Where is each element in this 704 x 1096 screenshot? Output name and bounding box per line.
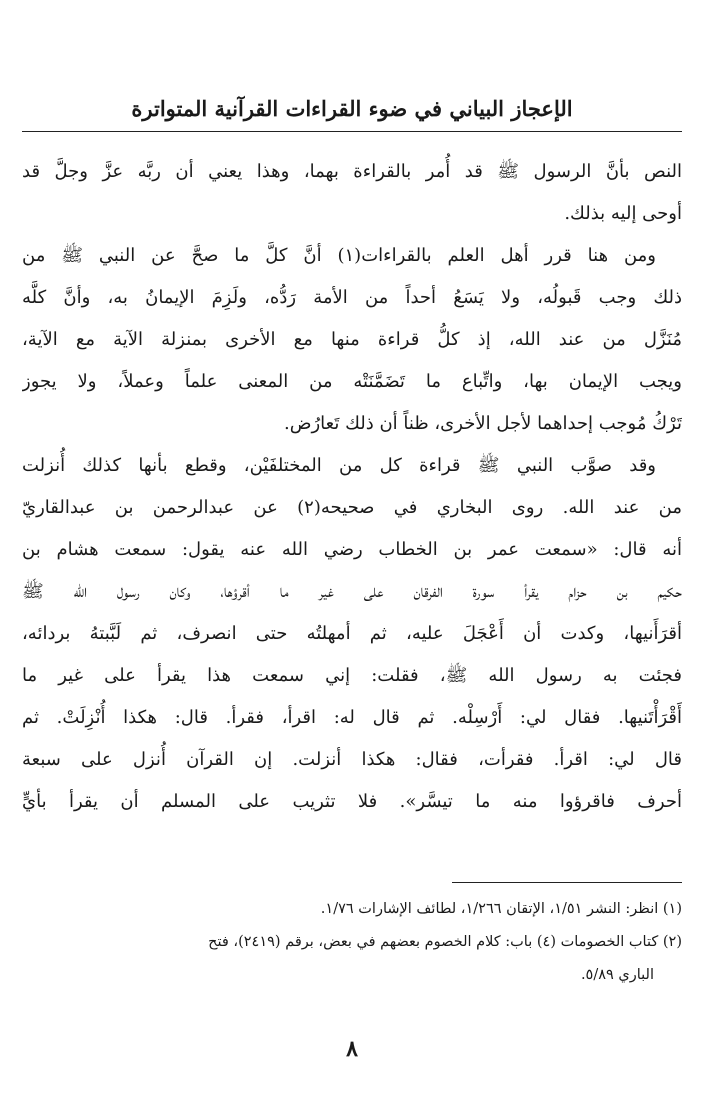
text-line: تَرْكُ مُوجب إحداهما لأجل الأخرى، ظناً أن ذلك تَعارُض. <box>284 413 682 434</box>
text-line: أقرَأَنيها، وكدت أن أَعْجَلَ عليه، ثم أمهلتُه حتى انصرف، ثم لَبَّبتهُ بردائه، <box>22 623 682 644</box>
footnote-continuation: الباري ٥/٨٩. <box>580 967 654 983</box>
text-line: ذلك وجب قَبولُه، ولا يَسَعُ أحداً من الأمة رَدُّه، ولَزِمَ الإيمانُ به، وأنَّ كلَّه <box>22 287 682 308</box>
text-line: وقد صوَّب النبي ﷺ قراءة كل من المختلفَيْن، وقطع بأنها كذلك أُنزلت <box>22 455 656 476</box>
footnote: (١) انظر: النشر ١/٥١، الإتقان ١/٢٦٦، لطائف الإشارات ١/٧٦. <box>320 901 682 917</box>
header-divider <box>22 131 682 132</box>
footnote: (٢) كتاب الخصومات (٤) باب: كلام الخصوم بعضهم في بعض، برقم (٢٤١٩)، فتح <box>208 934 682 950</box>
text-line: أحرف فاقرؤوا منه ما تيسَّر». فلا تثريب على المسلم أن يقرأ بأيٍّ <box>22 791 682 812</box>
footnotes <box>22 893 682 992</box>
main-text <box>22 151 682 823</box>
text-line: النص بأنَّ الرسول ﷺ قد أُمر بالقراءة بهما، وهذا يعني أن ربَّه عزَّ وجلَّ قد <box>22 161 682 182</box>
page-number: ٨ <box>346 1036 358 1062</box>
text-line: ويجب الإيمان بها، واتِّباع ما تَضَمَّنَتْه من المعنى علماً وعملاً، ولا يجوز <box>22 371 682 392</box>
text-line: ومن هنا قرر أهل العلم بالقراءات(١) أنَّ كلَّ ما صحَّ عن النبي ﷺ من <box>22 245 656 266</box>
text-line: أوحى إليه بذلك. <box>564 203 682 224</box>
text-line: فجئت به رسول الله ﷺ، فقلت: إني سمعت هذا يقرأ على غير ما <box>22 665 682 686</box>
text-line: من عند الله. روى البخاري في صحيحه(٢) عن عبدالرحمن بن عبدالقاريّ <box>22 497 682 518</box>
footnote-divider <box>452 882 682 883</box>
running-header-title: الإعجاز البياني في ضوء القراءات القرآنية المتواترة <box>131 96 573 121</box>
text-line: أنه قال: «سمعت عمر بن الخطاب رضي الله عنه يقول: سمعت هشام بن <box>22 539 682 560</box>
text-line: مُنَزَّل من عند الله، إذ كلُّ قراءة منها مع الأخرى بمنزلة الآية مع الآية، <box>22 329 682 350</box>
text-line: حكيم بن حزام يقرأ سورة الفرقان على غير ما أقرؤها، وكان رسول الله ﷺ <box>22 581 682 602</box>
text-line: أَقْرَأْتَنيها. فقال لي: أَرْسِلْه. ثم قال له: اقرأ، فقرأ. قال: هكذا أُنْزِلَتْ. ثم <box>22 707 682 728</box>
text-line: قال لي: اقرأ. فقرأت، فقال: هكذا أنزلت. إن القرآن أُنزل على سبعة <box>22 749 682 770</box>
